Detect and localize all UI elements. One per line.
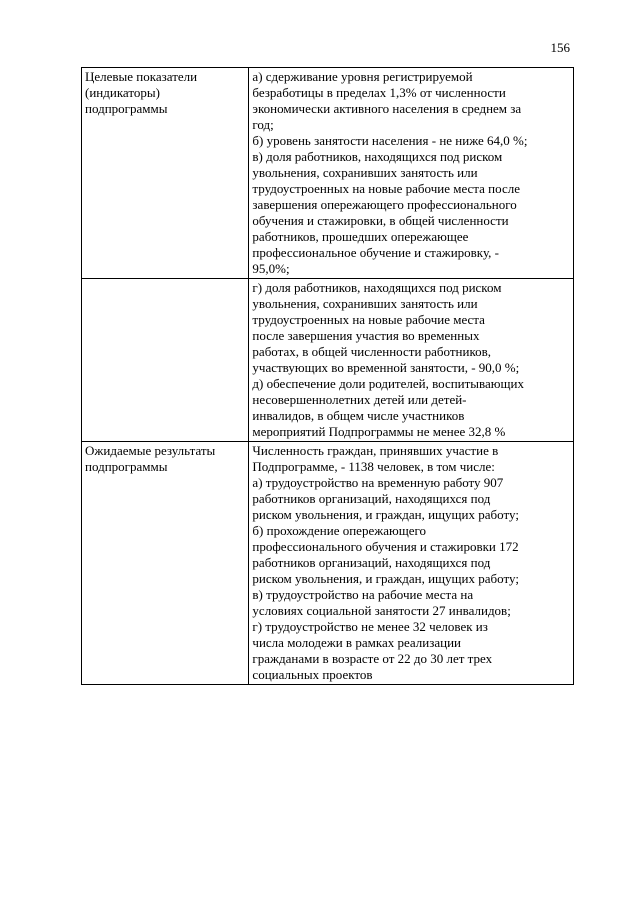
- row-label-cell: [82, 68, 249, 279]
- row-label-cell: [82, 442, 249, 685]
- row-content-cell: [249, 442, 574, 685]
- row-label-cell: [82, 279, 249, 442]
- row-content-cell: [249, 68, 574, 279]
- expected-results-label: Ожидаемые результаты подпрограммы: [85, 443, 216, 474]
- expected-results-content: Численность граждан, принявших участие в Подпрограмме, - 1138 человек, в том числе: а) трудоустройство на временную работу 907 работников организаций, находящихся под риском увольнения, и граждан, ищущих работу; б) прохождение опережающего профессионального обучения и стажировки 172 работников организаций, находящихся под риском увольнения, и граждан, ищущих работу; в) трудоустройство на рабочие места на условиях социальной занятости 27 инвалидов; г) трудоустройство не менее 32 человек из числа молодежи в рамках реализации гражданами в возрасте от 22 до 30 лет трех социальных проектов: [252, 443, 519, 682]
- table-row: [82, 279, 574, 442]
- target-indicators-content: а) сдерживание уровня регистрируемой безработицы в пределах 1,3% от численности экономически активного населения в среднем за год; б) уровень занятости населения - не ниже 64,0 %; в) доля работников, находящихся под риском увольнения, сохранивших занятость или трудоустроенных на новые рабочие места после завершения опережающего профессионального обучения и стажировки, в общей численности работников, прошедших опережающее профессиональное обучение и стажировку, - 95,0%;: [252, 69, 528, 276]
- target-indicators-continuation: г) доля работников, находящихся под риском увольнения, сохранивших занятость или трудоустроенных на новые рабочие места после завершения участия во временных работах, в общей численности работников, участвующих во временной занятости, - 90,0 %; д) обеспечение доли родителей, воспитывающих несовершеннолетних детей или детей- инвалидов, в общем числе участников мероприятий Подпрограммы не менее 32,8 %: [252, 280, 524, 439]
- table-row: [82, 68, 574, 279]
- subprogram-table: [81, 67, 574, 685]
- page-number: 156: [550, 40, 570, 55]
- table-row: [82, 442, 574, 685]
- row-content-cell: [249, 279, 574, 442]
- target-indicators-label: Целевые показатели (индикаторы) подпрограммы: [85, 69, 198, 116]
